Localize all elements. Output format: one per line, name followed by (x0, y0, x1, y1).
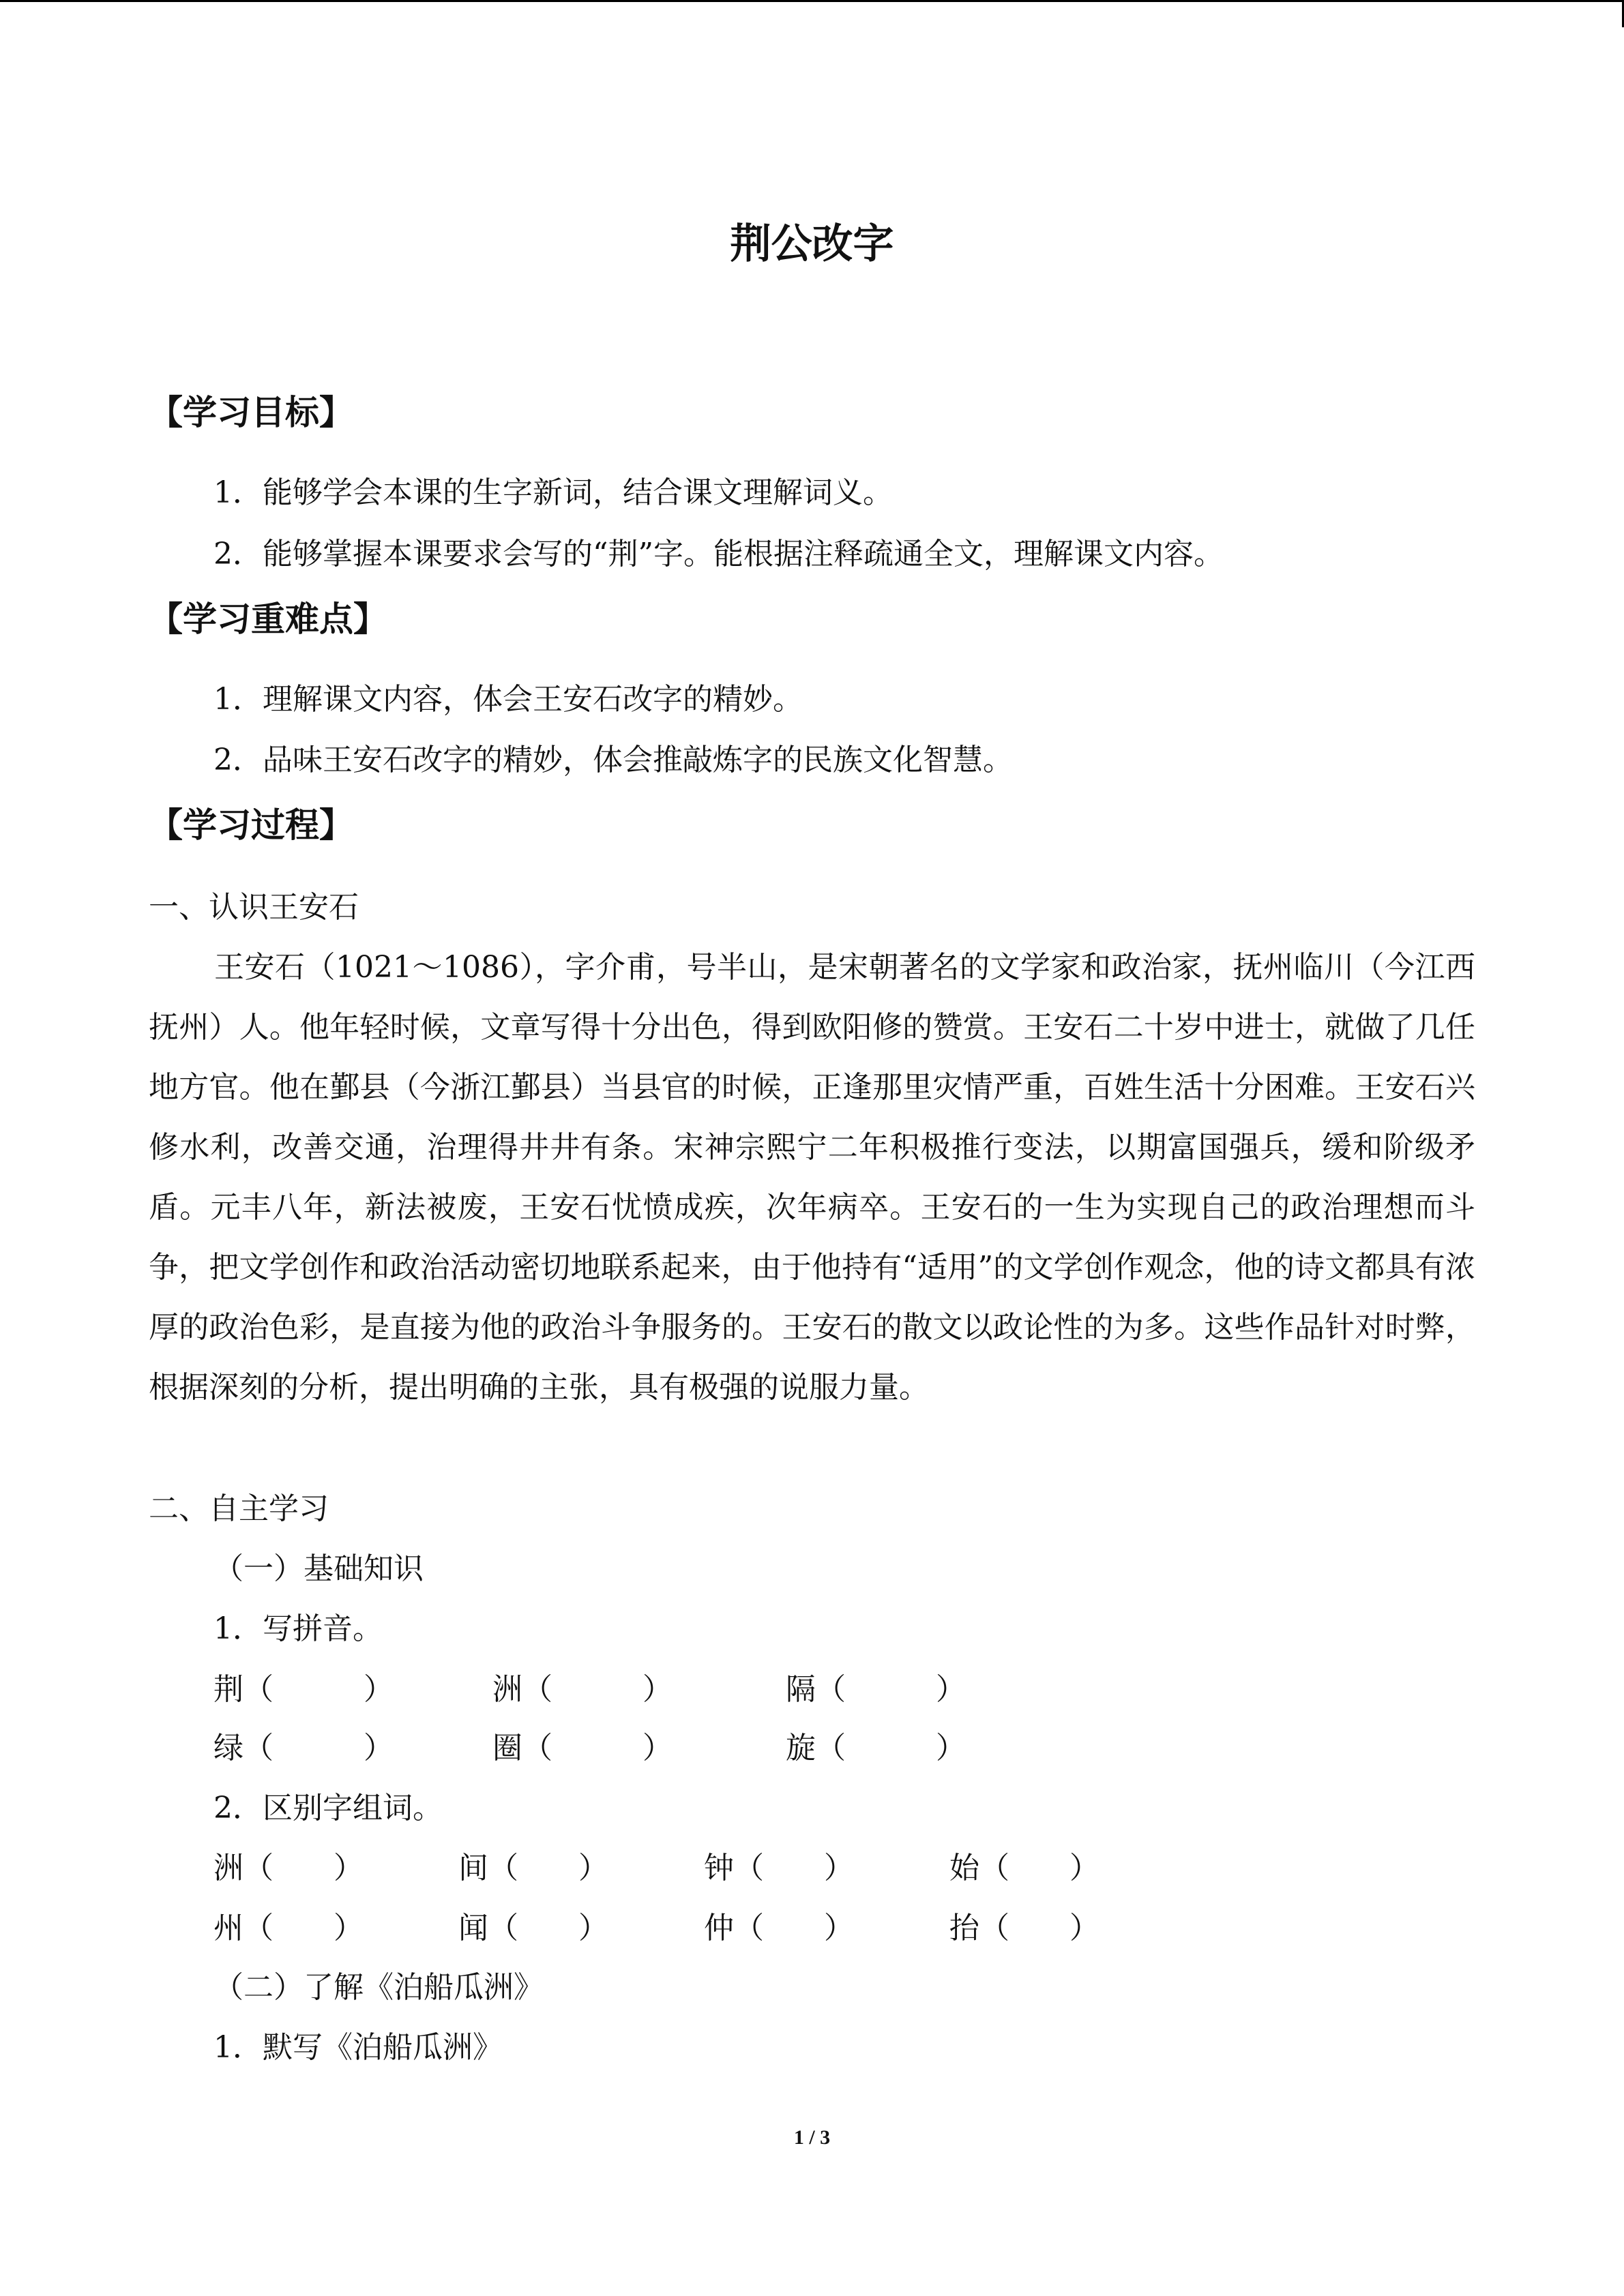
pinyin-cell[interactable]: 洲（ ） (492, 1672, 673, 1707)
word-cell[interactable]: 闻（ ） (458, 1911, 608, 1945)
page-border-top (0, 0, 1624, 2)
pinyin-cell[interactable]: 隔（ ） (786, 1672, 966, 1707)
subsection-basics: （一）基础知识 (213, 1551, 424, 1586)
word-cell[interactable]: 洲（ ） (213, 1851, 364, 1885)
part2-heading: 二、自主学习 (149, 1491, 329, 1526)
word-cell[interactable]: 始（ ） (949, 1851, 1099, 1885)
section-heading-process: 【学习过程】 (149, 805, 353, 845)
question-pinyin: 1．写拼音。 (213, 1611, 383, 1646)
section-heading-goals: 【学习目标】 (149, 393, 353, 432)
goal-item: 2．能够掌握本课要求会写的“荆”字。能根据注释疏通全文，理解课文内容。 (213, 537, 1224, 571)
part1-heading: 一、认识王安石 (149, 890, 359, 925)
section-heading-key-points: 【学习重难点】 (149, 599, 387, 639)
page-number: 1 / 3 (793, 2126, 831, 2149)
goal-item: 1．能够学会本课的生字新词，结合课文理解词义。 (213, 475, 893, 510)
word-cell[interactable]: 州（ ） (213, 1911, 364, 1945)
question-recite: 1．默写《泊船瓜洲》 (213, 2030, 503, 2065)
pinyin-cell[interactable]: 旋（ ） (786, 1731, 966, 1765)
intro-paragraph-text: 王安石（1021～1086），字介甫，号半山，是宋朝著名的文学家和政治家，抚州临川（今江西抚州）人。他年轻时候，文章写得十分出色，得到欧阳修的赞赏。王安石二十岁中进士，就做了几任地方官。他在鄞县（今浙江鄞县）当县官的时候，正逢那里灾情严重，百姓生活十分困难。王安石兴修水利，改善交通，治理得井井有条。宋神宗熙宁二年积极推行变法，以期富国强兵，缓和阶级矛盾。元丰八年，新法被废，王安石忧愤成疾，次年病卒。王安石的一生为实现自己的政治理想而斗争，把文学创作和政治活动密切地联系起来，由于他持有“适用”的文学创作观念，他的诗文都具有浓厚的政治色彩，是直接为他的政治斗争服务的。王安石的散文以政论性的为多。这些作品针对时弊，根据深刻的分析，提出明确的主张，具有极强的说服力量。 (149, 950, 1475, 1405)
word-cell[interactable]: 钟（ ） (704, 1851, 854, 1885)
key-point-item: 2．品味王安石改字的精妙，体会推敲炼字的民族文化智慧。 (213, 743, 1013, 777)
key-point-item: 1．理解课文内容，体会王安石改字的精妙。 (213, 682, 803, 717)
word-cell[interactable]: 抬（ ） (949, 1911, 1099, 1945)
page-title: 荆公改字 (730, 220, 894, 268)
pinyin-cell[interactable]: 荆（ ） (213, 1672, 394, 1707)
word-cell[interactable]: 仲（ ） (704, 1911, 854, 1945)
word-cell[interactable]: 间（ ） (458, 1851, 608, 1885)
pinyin-cell[interactable]: 绿（ ） (213, 1731, 394, 1765)
subsection-poem: （二）了解《泊船瓜洲》 (213, 1970, 544, 2005)
question-words: 2．区别字组词。 (213, 1791, 443, 1825)
pinyin-cell[interactable]: 圈（ ） (492, 1731, 673, 1765)
intro-paragraph (149, 938, 1475, 1418)
